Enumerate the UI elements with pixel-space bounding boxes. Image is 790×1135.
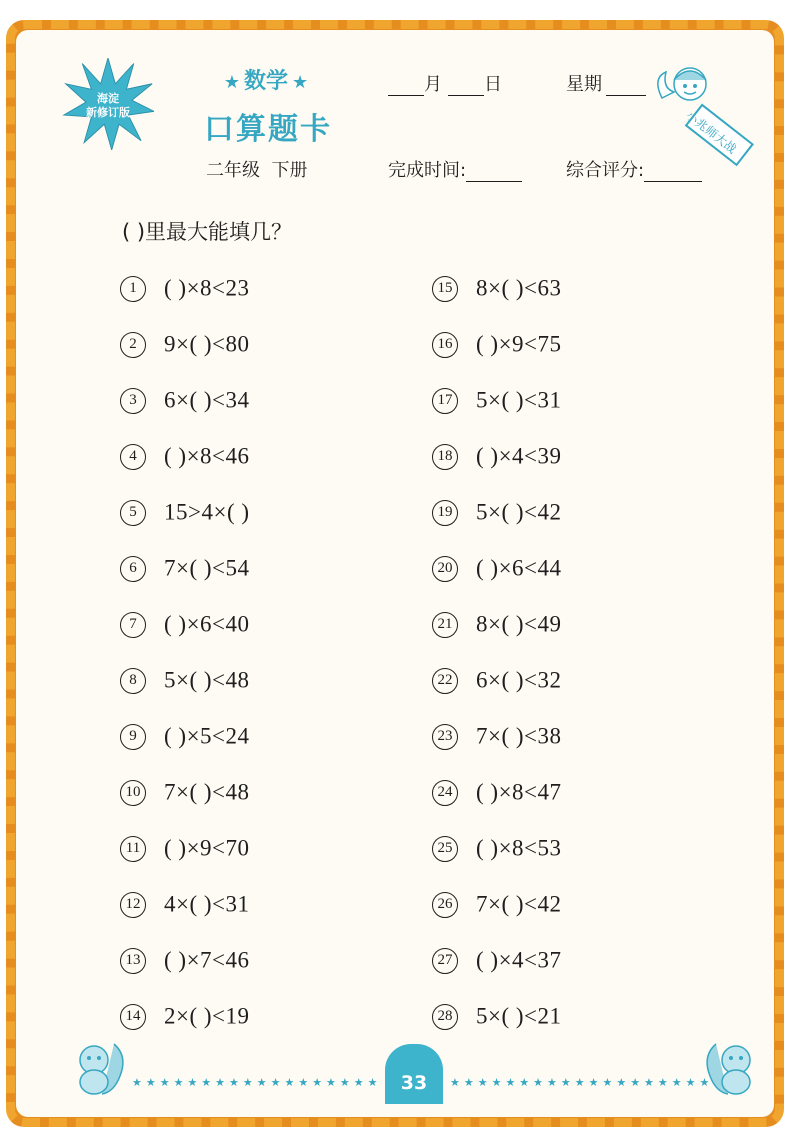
problem-expression: 7×( )<48	[164, 779, 250, 805]
problem-expression: 4×( )<31	[164, 891, 250, 917]
problem-expression: ( )×9<70	[164, 835, 250, 861]
problem-expression: 15>4×( )	[164, 499, 250, 525]
problem-row	[120, 496, 250, 526]
problem-expression: ( )×4<39	[476, 443, 562, 469]
card-title: 口算题卡	[204, 112, 332, 147]
problem-number: 13	[120, 948, 146, 974]
problem-expression: 7×( )<54	[164, 555, 250, 581]
problem-number: 5	[120, 500, 146, 526]
star-icon: ★	[223, 72, 240, 93]
problem-number: 28	[432, 1004, 458, 1030]
problem-number: 18	[432, 444, 458, 470]
problem-expression: 8×( )<49	[476, 611, 562, 637]
problem-row	[120, 384, 250, 414]
problem-number: 25	[432, 836, 458, 862]
problem-number: 11	[120, 836, 146, 862]
badge-line-2: 新修订版	[86, 106, 130, 119]
squirrel-left-icon	[68, 1036, 128, 1098]
mascot-sign-text: 小兆师大战	[683, 108, 740, 157]
problem-expression: 6×( )<34	[164, 387, 250, 413]
problem-row	[432, 944, 562, 974]
volume-label: 下册	[271, 160, 308, 181]
problem-number: 2	[120, 332, 146, 358]
date-field	[388, 70, 502, 96]
problem-expression: 9×( )<80	[164, 331, 250, 357]
time-label: 完成时间:	[388, 160, 467, 181]
problem-row	[120, 440, 250, 470]
problem-expression: 5×( )<21	[476, 1003, 562, 1029]
problem-number: 16	[432, 332, 458, 358]
month-label: 月	[424, 74, 442, 95]
star-icon: ★	[292, 72, 309, 93]
problem-expression: ( )×9<75	[476, 331, 562, 357]
problem-row	[120, 888, 250, 918]
time-blank	[466, 163, 522, 182]
problem-row	[120, 272, 250, 302]
weekday-blank	[606, 77, 646, 96]
mascot-icon	[652, 58, 762, 178]
problem-expression: ( )×4<37	[476, 947, 562, 973]
footer-stars-right: ★★★★★★★★★★★★★★★★★★★	[450, 1076, 714, 1089]
problem-number: 10	[120, 780, 146, 806]
problem-expression: ( )×6<40	[164, 611, 250, 637]
day-blank	[448, 77, 484, 96]
edition-badge	[62, 92, 154, 120]
problem-row	[432, 664, 562, 694]
problem-row	[432, 440, 562, 470]
problem-expression: ( )×6<44	[476, 555, 562, 581]
problem-expression: 8×( )<63	[476, 275, 562, 301]
problem-number: 9	[120, 724, 146, 750]
problem-expression: 2×( )<19	[164, 1003, 250, 1029]
problem-row	[432, 496, 562, 526]
badge-line-1: 海淀	[97, 92, 119, 105]
problem-row	[432, 776, 562, 806]
problem-expression: 5×( )<31	[476, 387, 562, 413]
problem-row	[432, 1000, 562, 1030]
problem-expression: ( )×7<46	[164, 947, 250, 973]
problem-number: 17	[432, 388, 458, 414]
problem-row	[120, 1000, 250, 1030]
problem-expression: ( )×8<46	[164, 443, 250, 469]
problem-row	[120, 608, 250, 638]
problem-number: 12	[120, 892, 146, 918]
problem-number: 3	[120, 388, 146, 414]
problem-number: 23	[432, 724, 458, 750]
problem-number: 15	[432, 276, 458, 302]
problem-expression: ( )×5<24	[164, 723, 250, 749]
problem-row	[432, 888, 562, 918]
problem-expression: 7×( )<38	[476, 723, 562, 749]
problem-number: 14	[120, 1004, 146, 1030]
problem-expression: 6×( )<32	[476, 667, 562, 693]
problem-expression: ( )×8<47	[476, 779, 562, 805]
grade-label: 二年级	[206, 160, 260, 181]
problem-row	[432, 384, 562, 414]
subject-label: 数学	[243, 69, 288, 94]
problem-number: 26	[432, 892, 458, 918]
problem-row	[432, 832, 562, 862]
problem-row	[120, 776, 250, 806]
score-label: 综合评分:	[566, 160, 645, 181]
problem-number: 8	[120, 668, 146, 694]
problem-row	[432, 608, 562, 638]
problem-number: 1	[120, 276, 146, 302]
problem-number: 7	[120, 612, 146, 638]
subject-title	[196, 64, 336, 95]
time-field	[388, 156, 522, 182]
problem-row	[432, 552, 562, 582]
weekday-field	[566, 70, 646, 96]
problem-number: 4	[120, 444, 146, 470]
problem-number: 19	[432, 500, 458, 526]
problem-number: 21	[432, 612, 458, 638]
problem-number: 22	[432, 668, 458, 694]
weekday-label: 星期	[566, 74, 602, 95]
problem-number: 6	[120, 556, 146, 582]
problem-number: 24	[432, 780, 458, 806]
month-blank	[388, 77, 424, 96]
problem-expression: 5×( )<48	[164, 667, 250, 693]
problem-expression: ( )×8<53	[476, 835, 562, 861]
problem-row	[432, 720, 562, 750]
problem-row	[120, 664, 250, 694]
page-number: 33	[400, 1072, 428, 1094]
problem-number: 27	[432, 948, 458, 974]
footer-stars-left: ★★★★★★★★★★★★★★★★★★	[132, 1076, 382, 1089]
problem-number: 20	[432, 556, 458, 582]
problem-row	[432, 272, 562, 302]
problem-expression: 7×( )<42	[476, 891, 562, 917]
problem-expression: ( )×8<23	[164, 275, 250, 301]
problem-row	[120, 944, 250, 974]
instruction-text: ( )里最大能填几？	[122, 220, 293, 244]
problem-expression: 5×( )<42	[476, 499, 562, 525]
problem-row	[120, 552, 250, 582]
grade-info	[206, 156, 307, 182]
problem-row	[120, 832, 250, 862]
problem-row	[120, 720, 250, 750]
problem-row	[432, 328, 562, 358]
day-label: 日	[484, 74, 502, 95]
problem-row	[120, 328, 250, 358]
